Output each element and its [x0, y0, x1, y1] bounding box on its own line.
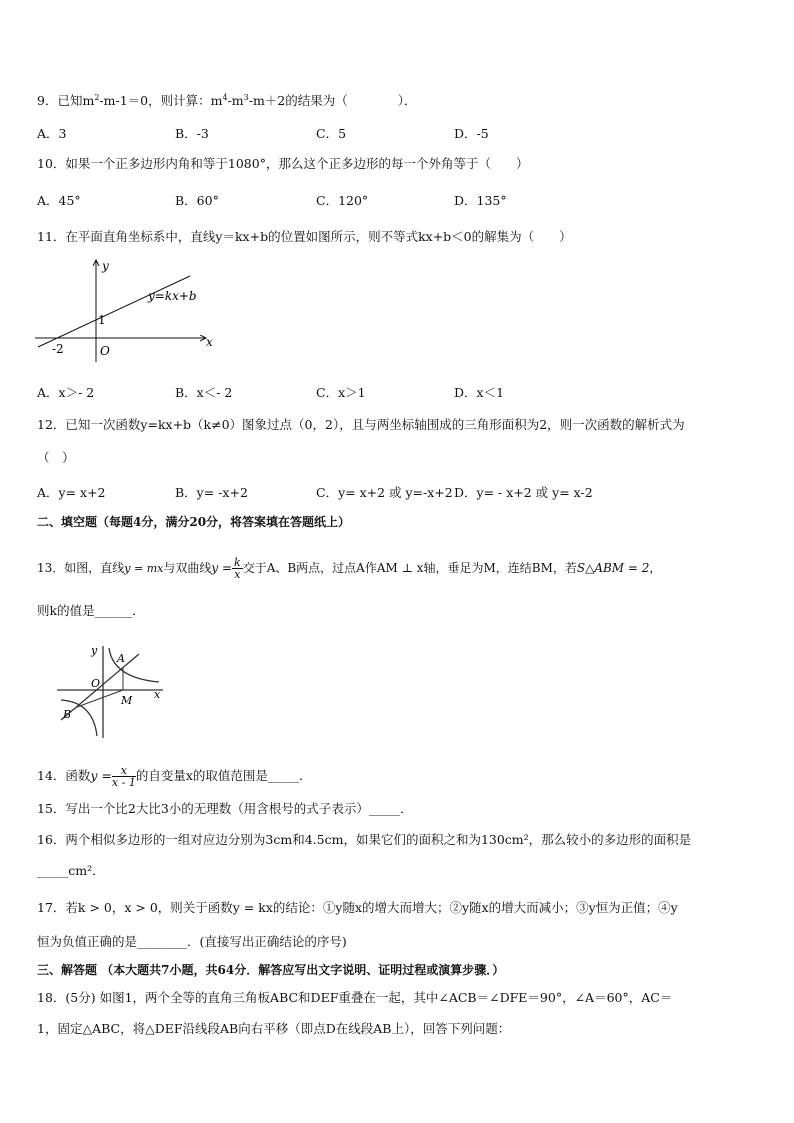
- question-11: 11．在平面直角坐标系中，直线y＝kx+b的位置如图所示，则不等式kx+b＜0的解集为（ ）: [37, 229, 572, 244]
- q9-text-part: -m-1＝0，则计算：m: [99, 93, 223, 109]
- q9-exponent: 2: [94, 93, 100, 102]
- q10-option-a: A．45°: [37, 193, 81, 208]
- q13-label-y: y: [91, 644, 98, 657]
- q13-text-part: 13．如图，直线: [37, 561, 125, 575]
- q9-text-part: 9．已知m: [37, 93, 95, 109]
- q13-text-part: ，: [649, 561, 662, 575]
- q11-option-b: B．x＜- 2: [175, 385, 233, 400]
- q17-line-2: 恒为负值正确的是________．(直接写出正确结论的序号): [37, 934, 347, 949]
- q12-option-d: D．y= - x+2 或 y= x-2: [454, 485, 593, 500]
- q11-function-line: [38, 276, 190, 347]
- q14-fraction-denominator: x - 1: [111, 776, 136, 789]
- q9-text-part: -m: [227, 93, 244, 109]
- q9-option-d: D．-5: [454, 126, 489, 141]
- q11-option-a: A．x＞- 2: [37, 385, 95, 400]
- q11-y-intercept-label: 1: [98, 313, 106, 327]
- q13-label-a: A: [117, 652, 125, 665]
- q13-hyperbola-fraction: [232, 557, 243, 580]
- q9-option-b: B．-3: [175, 126, 209, 141]
- q11-origin-label: O: [100, 344, 110, 358]
- q11-option-d: D．x＜1: [454, 385, 505, 400]
- question-16: 16．两个相似多边形的一组对应边分别为3cm和4.5cm，如果它们的面积之和为130cm²，那么较小的多边形的面积是: [37, 832, 692, 847]
- question-18: 18．(5分) 如图1，两个全等的直角三角板ABC和DEF重叠在一起，其中∠ACB＝∠DFE＝90°，∠A＝60°，AC＝: [37, 990, 673, 1005]
- question-9: [37, 90, 417, 109]
- q13-fraction-numerator: k: [234, 556, 241, 569]
- q11-line-graph: [30, 252, 230, 367]
- q12-option-b: B．y= -x+2: [175, 485, 248, 500]
- q14-fraction-numerator: x: [120, 764, 127, 777]
- q9-option-c: C．5: [316, 126, 347, 141]
- q11-option-c: C．x＞1: [316, 385, 366, 400]
- q9-exponent: 4: [222, 93, 228, 102]
- q16-line-2: _____cm²．: [37, 863, 105, 878]
- question-14: [37, 765, 312, 788]
- q13-label-m: M: [121, 694, 133, 707]
- q13-hyperbola-graph: [55, 640, 173, 740]
- q12-option-c: C．y= x+2 或 y=-x+2: [316, 485, 453, 500]
- q9-option-a: A．3: [37, 126, 67, 141]
- q13-label-x: x: [154, 688, 161, 701]
- question-15: 15．写出一个比2大比3小的无理数（用含根号的式子表示）_____．: [37, 801, 413, 816]
- q11-line-label: y=kx+b: [148, 289, 197, 303]
- q11-y-label: y: [102, 259, 109, 273]
- section-heading-solutions: 三、解答题 （本大题共7小题，共64分．解答应写出文字说明、证明过程或演算步骤．）: [37, 963, 505, 977]
- q11-x-intercept-label: -2: [52, 342, 64, 356]
- q14-fraction: [112, 765, 136, 788]
- question-12: 12．已知一次函数y=kx+b（k≠0）图象过点（0，2），且与两坐标轴围成的三角形面积为2，则一次函数的解析式为: [37, 417, 685, 432]
- q13-hyperbola-lhs: y =: [211, 561, 233, 575]
- section-heading-fill-in: 二、填空题（每题4分，满分20分，将答案填在答题纸上）: [37, 515, 351, 529]
- q9-exponent: 3: [243, 93, 249, 102]
- q14-text-part: 14．函数: [37, 768, 91, 783]
- question-13: [37, 557, 661, 580]
- q13-area-expression: S△ABM = 2: [576, 561, 650, 575]
- q13-line-2: 则k的值是______．: [37, 603, 145, 618]
- q13-text-part: 与双曲线: [163, 561, 212, 575]
- q13-label-o: O: [91, 677, 101, 690]
- q10-option-c: C．120°: [316, 193, 369, 208]
- q13-label-b: B: [63, 708, 72, 721]
- q13-text-part: 交于A、B两点，过点A作AM ⊥ x轴，垂足为M，连结BM，若: [242, 561, 577, 575]
- q18-line-2: 1，固定△ABC，将△DEF沿线段AB向右平移（即点D在线段AB上），回答下列问题：: [37, 1021, 511, 1036]
- q13-fraction-denominator: x: [234, 568, 241, 581]
- q9-text-part: -m＋2的结果为（ ）．: [248, 93, 417, 109]
- q14-function-lhs: y =: [90, 768, 112, 783]
- q12-answer-blank: （ ）: [37, 450, 75, 465]
- q14-text-part: 的自变量x的取值范围是_____．: [135, 768, 312, 783]
- question-10: 10．如果一个正多边形内角和等于1080°，那么这个正多边形的每一个外角等于（ ）: [37, 156, 529, 171]
- q10-option-d: D．135°: [454, 193, 507, 208]
- q10-option-b: B．60°: [175, 193, 219, 208]
- q13-segment-bm: [77, 690, 123, 707]
- q11-x-label: x: [206, 335, 213, 349]
- q12-option-a: A．y= x+2: [37, 485, 106, 500]
- q13-line-equation: y = mx: [124, 562, 164, 575]
- question-17: 17．若k > 0，x > 0，则关于函数y = kx的结论：①y随x的增大而增大；②y随x的增大而减小；③y恒为正值；④y: [37, 900, 678, 915]
